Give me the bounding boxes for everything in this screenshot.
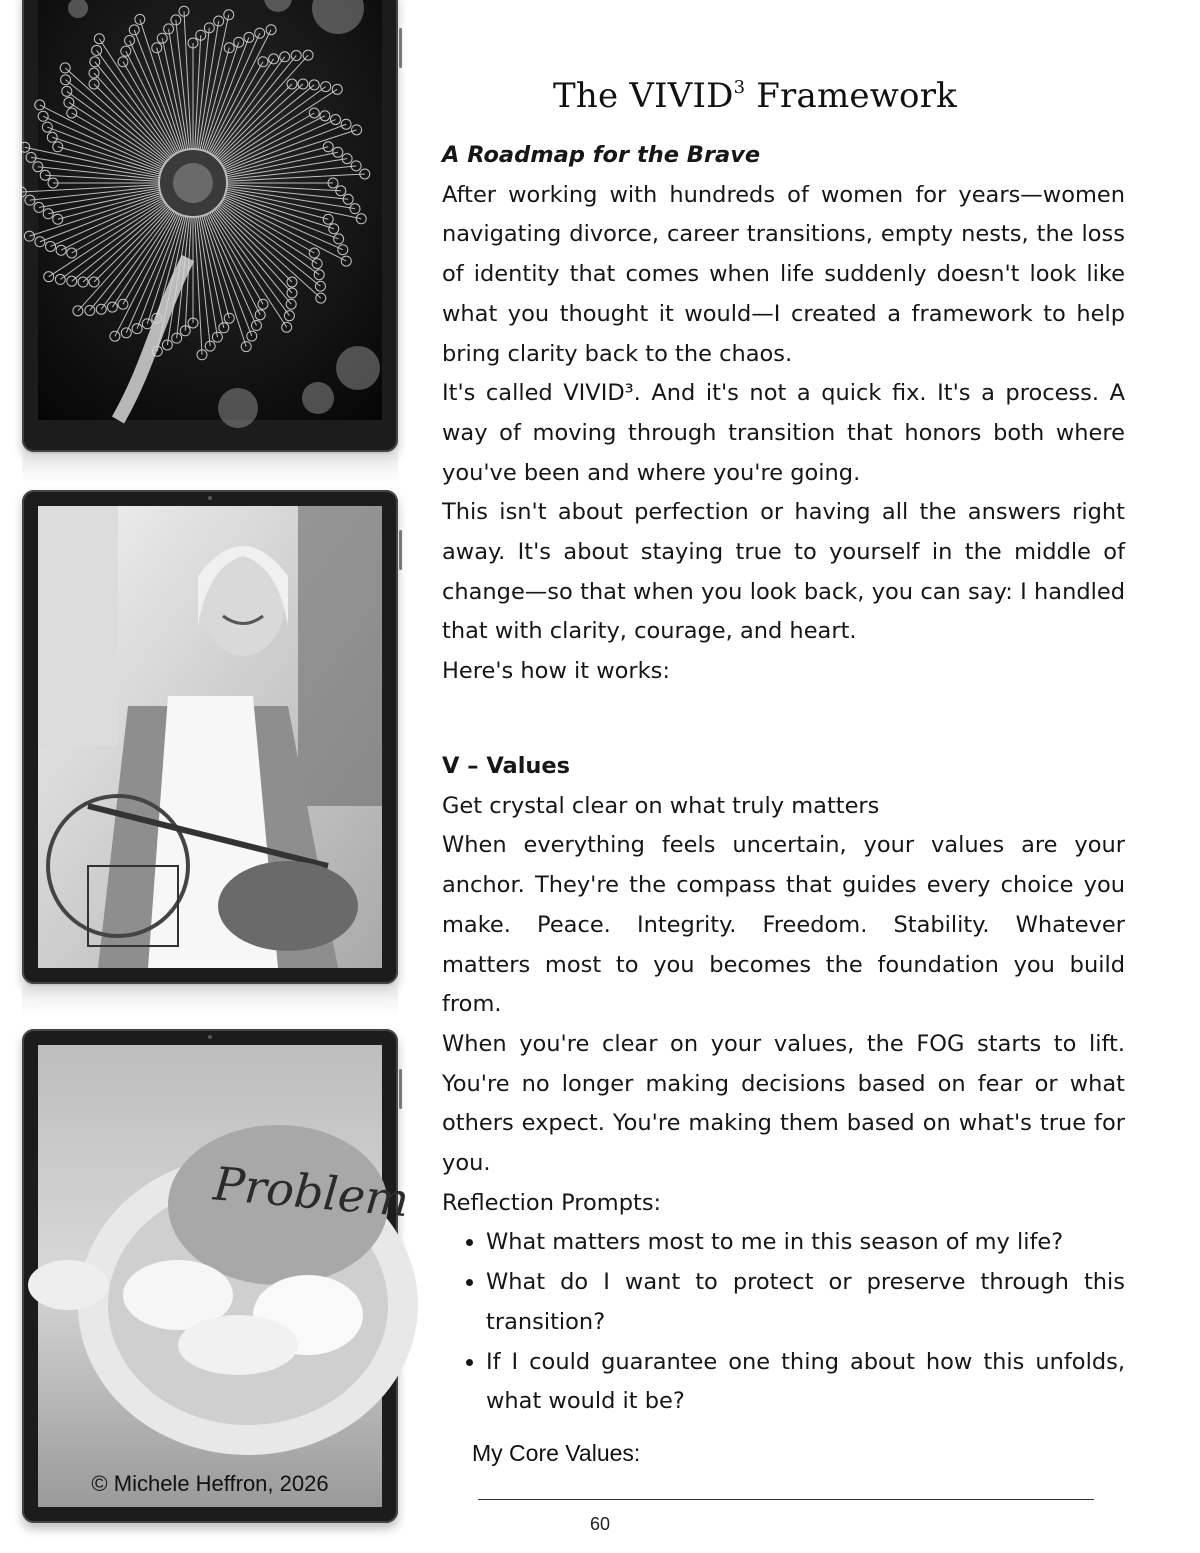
tablet-reflection: [22, 454, 398, 484]
dandelion-photo: [38, 0, 382, 436]
core-values-label: My Core Values:: [472, 1440, 641, 1466]
core-values-input-line[interactable]: [478, 1499, 1094, 1500]
section-heading: V – Values: [442, 753, 571, 779]
prompts-label: Reflection Prompts:: [442, 1189, 662, 1216]
dandelion-image: [38, 0, 382, 420]
page-number: 60: [589, 1514, 611, 1534]
list-item: • If I could guarantee one thing about how this unfolds, what would it be?: [486, 1343, 1125, 1422]
woman-with-bicycle-photo: [38, 506, 382, 968]
stone-text: Problem: [211, 1156, 412, 1228]
prompt-list: [442, 1223, 1125, 1422]
list-item: • What matters most to me in this season of my life?: [486, 1223, 1125, 1263]
page-title: The VIVID$^3$ Framework: [553, 76, 957, 116]
values-section: [442, 747, 1125, 1422]
tablet-frame-middle: [22, 490, 398, 984]
paragraph: When you're clear on your values, the FOG starts to lift. You're no longer making decisions based on fear or what others expect. You're making them based on what's true for you.: [442, 1030, 1125, 1177]
tablet-frame-top: [22, 0, 398, 452]
problem-stone-photo: [38, 1045, 412, 1507]
section-tagline: Get crystal clear on what truly matters: [442, 792, 880, 819]
camera-dot: [208, 496, 212, 500]
list-item: • What do I want to protect or preserve through this transition?: [486, 1263, 1125, 1342]
problem-stone-image: [38, 1045, 412, 1507]
woman-bicycle-image: [38, 506, 382, 968]
subheading: A Roadmap for the Brave: [442, 142, 761, 168]
tablet-frame-bottom: [22, 1029, 412, 1523]
paragraph: When everything feels uncertain, your values are your anchor. They're the compass that guides every choice you make. Peace. Integrity. Freedom. Stability. Whatever matters most to you becomes the foundation you build from.: [442, 832, 1125, 1018]
copyright-text: © Michele Heffron, 2026: [91, 1471, 329, 1496]
paragraph: After working with hundreds of women for years—women navigating divorce, career transitions, empty nests, the loss of identity that comes when life suddenly doesn't look like what you thought it would—I created a framework to help bring clarity back to the chaos.: [442, 181, 1125, 367]
camera-dot: [208, 1035, 212, 1039]
paragraph: Here's how it works:: [442, 658, 670, 685]
intro-section: [442, 136, 1125, 692]
paragraph: It's called VIVID³. And it's not a quick fix. It's a process. A way of moving through transition that honors both where you've been and where you're going.: [442, 380, 1125, 486]
paragraph: This isn't about perfection or having all the answers right away. It's about staying true to yourself in the middle of change—so that when you look back, you can say: I handled that with clarity, courage, and heart.: [442, 499, 1125, 645]
tablet-reflection: [22, 986, 398, 1016]
